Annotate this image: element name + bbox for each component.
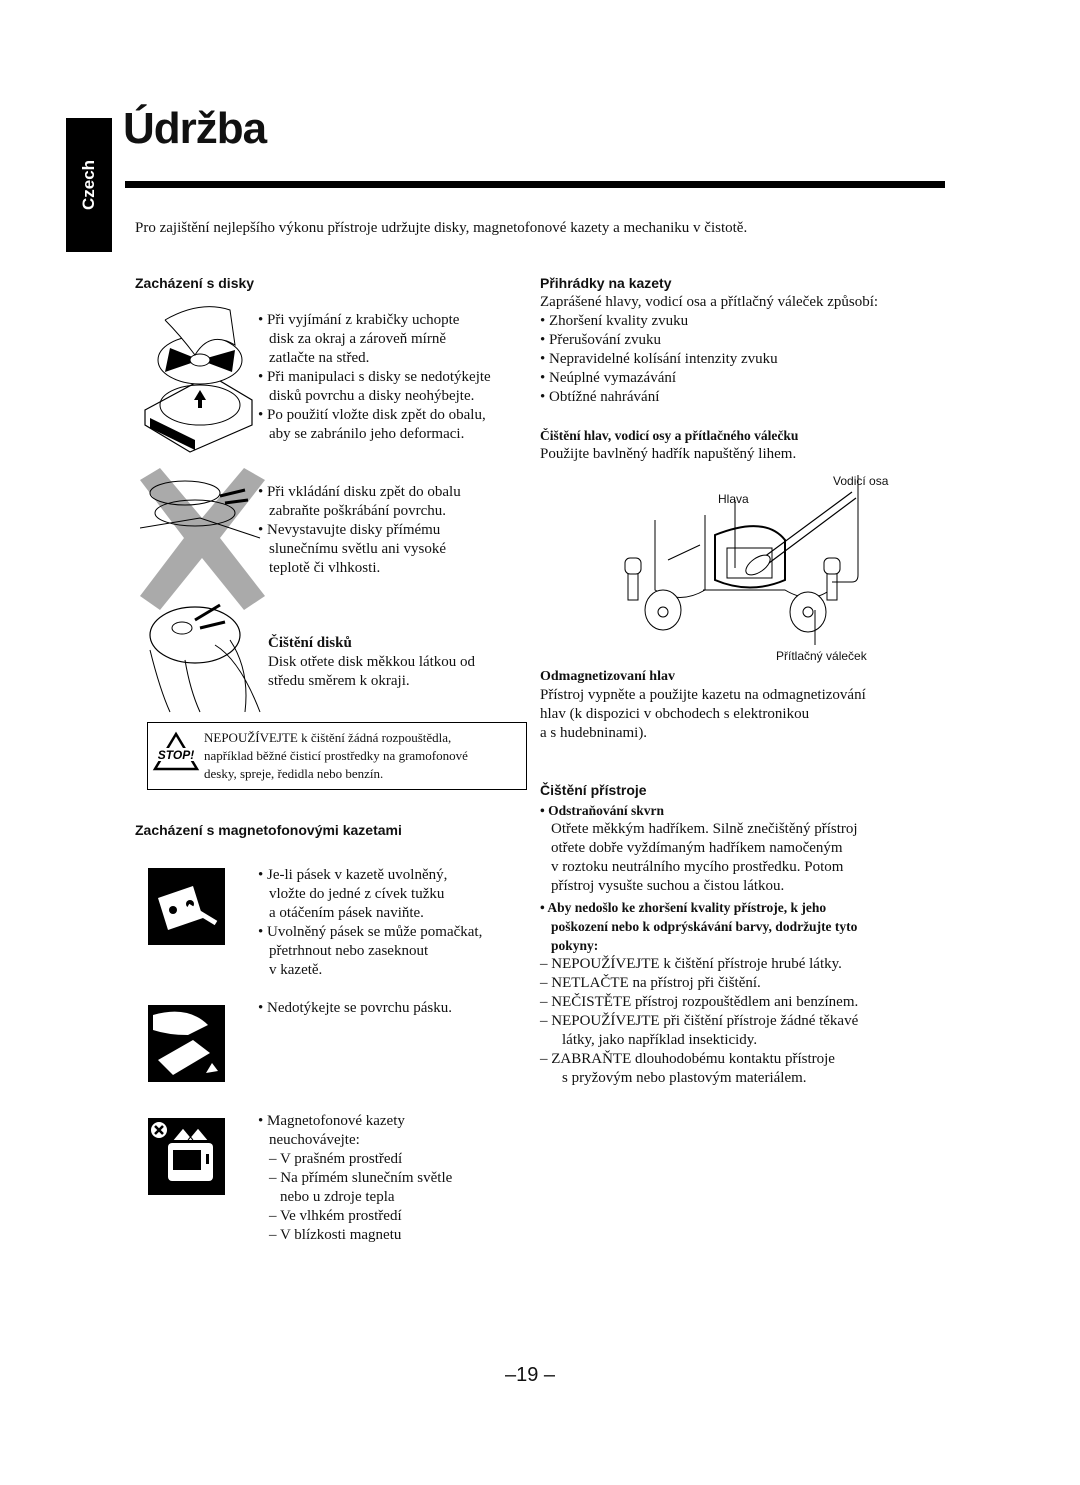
text-line: • Neúplné vymazávání bbox=[540, 370, 677, 386]
text-line: • Nevystavujte disky přímému bbox=[258, 522, 441, 538]
text-line: – V blízkosti magnetu bbox=[269, 1227, 402, 1243]
compartments-list bbox=[540, 293, 878, 407]
intro-text: Pro zajištění nejlepšího výkonu přístroje udržujte disky, magnetofonové kazety a mechaniku v čistotě. bbox=[135, 220, 748, 236]
language-tab bbox=[66, 118, 112, 252]
stains-text bbox=[551, 820, 858, 896]
text-line: – Na přímém slunečním světle bbox=[269, 1170, 453, 1186]
pinch-roller-label: Přítlačný váleček bbox=[776, 649, 867, 663]
disc-cleaning-illustration bbox=[140, 600, 265, 715]
text-line: • Při vkládání disku zpět do obalu bbox=[258, 484, 461, 500]
disc-removal-illustration bbox=[140, 300, 255, 455]
head-label: Hlava bbox=[718, 492, 749, 506]
discs-heading: Zacházení s disky bbox=[135, 275, 255, 291]
text-line: – NETLAČTE na přístroj při čištění. bbox=[540, 975, 761, 991]
text-line: • Magnetofonové kazety bbox=[258, 1113, 405, 1129]
text-line: • Při vyjímání z krabičky uchopte bbox=[258, 312, 460, 328]
text-line: – NEPOUŽÍVEJTE k čištění přístroje hrubé látky. bbox=[540, 956, 842, 972]
text-line: neuchovávejte: bbox=[269, 1132, 360, 1148]
text-line: a otáčením pásek naviňte. bbox=[269, 905, 424, 921]
language-tab-label: Czech bbox=[79, 159, 98, 211]
heads-cleaning-text: Použijte bavlněný hadřík napuštěný lihem. bbox=[540, 446, 797, 462]
compartments-heading: Přihrádky na kazety bbox=[540, 275, 672, 291]
stop-warning-text bbox=[204, 729, 468, 783]
warning-text bbox=[540, 898, 857, 955]
text-line: • Je-li pásek v kazetě uvolněný, bbox=[258, 867, 448, 883]
text-line: – NEČISTĚTE přístroj rozpouštědlem ani benzínem. bbox=[540, 994, 859, 1010]
cassette-touch-icon bbox=[148, 1005, 225, 1082]
text-line: NEPOUŽÍVEJTE k čištění žádná rozpouštědla, bbox=[204, 730, 452, 745]
stop-warning-box bbox=[147, 722, 527, 790]
text-line: • Uvolněný pásek se může pomačkat, bbox=[258, 924, 483, 940]
text-line: • Po použití vložte disk zpět do obalu, bbox=[258, 407, 486, 423]
page-number: –19 – bbox=[505, 1364, 556, 1386]
text-line: – ZABRAŇTE dlouhodobému kontaktu přístroje bbox=[540, 1051, 835, 1067]
text-line: Otřete měkkým hadříkem. Silně znečištěný přístroj bbox=[551, 821, 858, 837]
demagnetize-heading: Odmagnetizovaní hlav bbox=[540, 669, 675, 684]
tapes-touch-list bbox=[258, 999, 452, 1018]
text-line: středu směrem k okraji. bbox=[268, 673, 410, 689]
text-line: nebo u zdroje tepla bbox=[280, 1189, 395, 1205]
discs-handling-list bbox=[258, 311, 491, 444]
text-line: – Ve vlhkém prostředí bbox=[269, 1208, 402, 1224]
heads-cleaning-heading: Čištění hlav, vodicí osy a přítlačného válečku bbox=[540, 428, 799, 443]
stains-heading: • Odstraňování skvrn bbox=[540, 803, 665, 818]
page-title: Údržba bbox=[123, 104, 267, 153]
text-line: • Obtížné nahrávání bbox=[540, 389, 660, 405]
text-line: • Aby nedošlo ke zhoršení kvality přístroje, k jeho bbox=[540, 900, 827, 915]
text-line: • Nepravidelné kolísání intenzity zvuku bbox=[540, 351, 778, 367]
demagnetize-text bbox=[540, 686, 866, 743]
text-line: s pryžovým nebo plastovým materiálem. bbox=[562, 1070, 807, 1086]
stop-warning-icon bbox=[152, 731, 200, 773]
text-line: disků povrchu a disky neohýbejte. bbox=[269, 388, 475, 404]
cassette-storage-icon bbox=[148, 1118, 225, 1195]
text-line: otřete dobře vyždímaným hadříkem namočeným bbox=[551, 840, 843, 856]
text-line: Přístroj vypněte a použijte kazetu na odmagnetizování bbox=[540, 687, 866, 703]
text-line: a s hudebninami). bbox=[540, 725, 648, 741]
text-line: zabraňte poškrábání povrchu. bbox=[269, 503, 447, 519]
text-line: – NEPOUŽÍVEJTE při čištění přístroje žádné těkavé bbox=[540, 1013, 859, 1029]
text-line: pokyny: bbox=[551, 938, 599, 953]
text-line: vložte do jedné z cívek tužku bbox=[269, 886, 445, 902]
stop-label: STOP! bbox=[157, 748, 195, 762]
text-line: například běžné čisticí prostředky na gramofonové bbox=[204, 748, 468, 763]
text-line: slunečnímu světlu ani vysoké bbox=[269, 541, 447, 557]
text-line: disk za okraj a zároveň mírně bbox=[269, 331, 447, 347]
disc-cleaning-text bbox=[268, 653, 475, 691]
title-rule bbox=[125, 181, 945, 188]
text-line: • Zhoršení kvality zvuku bbox=[540, 313, 689, 329]
tapes-loose-list bbox=[258, 866, 482, 980]
discs-storage-list bbox=[258, 483, 461, 578]
text-line: • Při manipulaci s disky se nedotýkejte bbox=[258, 369, 491, 385]
cleaning-rules bbox=[540, 955, 858, 1088]
text-line: Disk otřete disk měkkou látkou od bbox=[268, 654, 476, 670]
text-line: • Nedotýkejte se povrchu pásku. bbox=[258, 1000, 452, 1016]
text-line: aby se zabránilo jeho deformaci. bbox=[269, 426, 465, 442]
tapes-storage-conditions bbox=[258, 1150, 452, 1245]
text-line: v roztoku neutrálního mycího prostředku. Potom bbox=[551, 859, 844, 875]
disc-scratch-warning-illustration bbox=[140, 468, 265, 610]
text-line: desky, spreje, ředidla nebo benzín. bbox=[204, 766, 384, 781]
text-line: zatlačte na střed. bbox=[269, 350, 370, 366]
text-line: Zaprášené hlavy, vodicí osa a přítlačný váleček způsobí: bbox=[540, 294, 879, 310]
text-line: přístroj vysušte suchou a čistou látkou. bbox=[551, 878, 785, 894]
text-line: látky, jako například insekticidy. bbox=[562, 1032, 758, 1048]
text-line: • Přerušování zvuku bbox=[540, 332, 662, 348]
disc-cleaning-heading: Čištění disků bbox=[268, 635, 352, 651]
cassette-rewind-icon bbox=[148, 868, 225, 945]
unit-cleaning-heading: Čištění přístroje bbox=[540, 782, 647, 798]
text-line: přetrhnout nebo zaseknout bbox=[269, 943, 429, 959]
text-line: teplotě či vlhkosti. bbox=[269, 560, 381, 576]
text-line: hlav (k dispozici v obchodech s elektronikou bbox=[540, 706, 810, 722]
capstan-label: Vodicí osa bbox=[833, 474, 889, 488]
text-line: poškození nebo k odprýskávání barvy, dodržujte tyto bbox=[551, 919, 858, 934]
text-line: – V prašném prostředí bbox=[269, 1151, 403, 1167]
tape-head-diagram bbox=[620, 470, 870, 645]
tapes-heading: Zacházení s magnetofonovými kazetami bbox=[135, 822, 402, 838]
text-line: v kazetě. bbox=[269, 962, 323, 978]
tapes-storage-list bbox=[258, 1112, 405, 1150]
